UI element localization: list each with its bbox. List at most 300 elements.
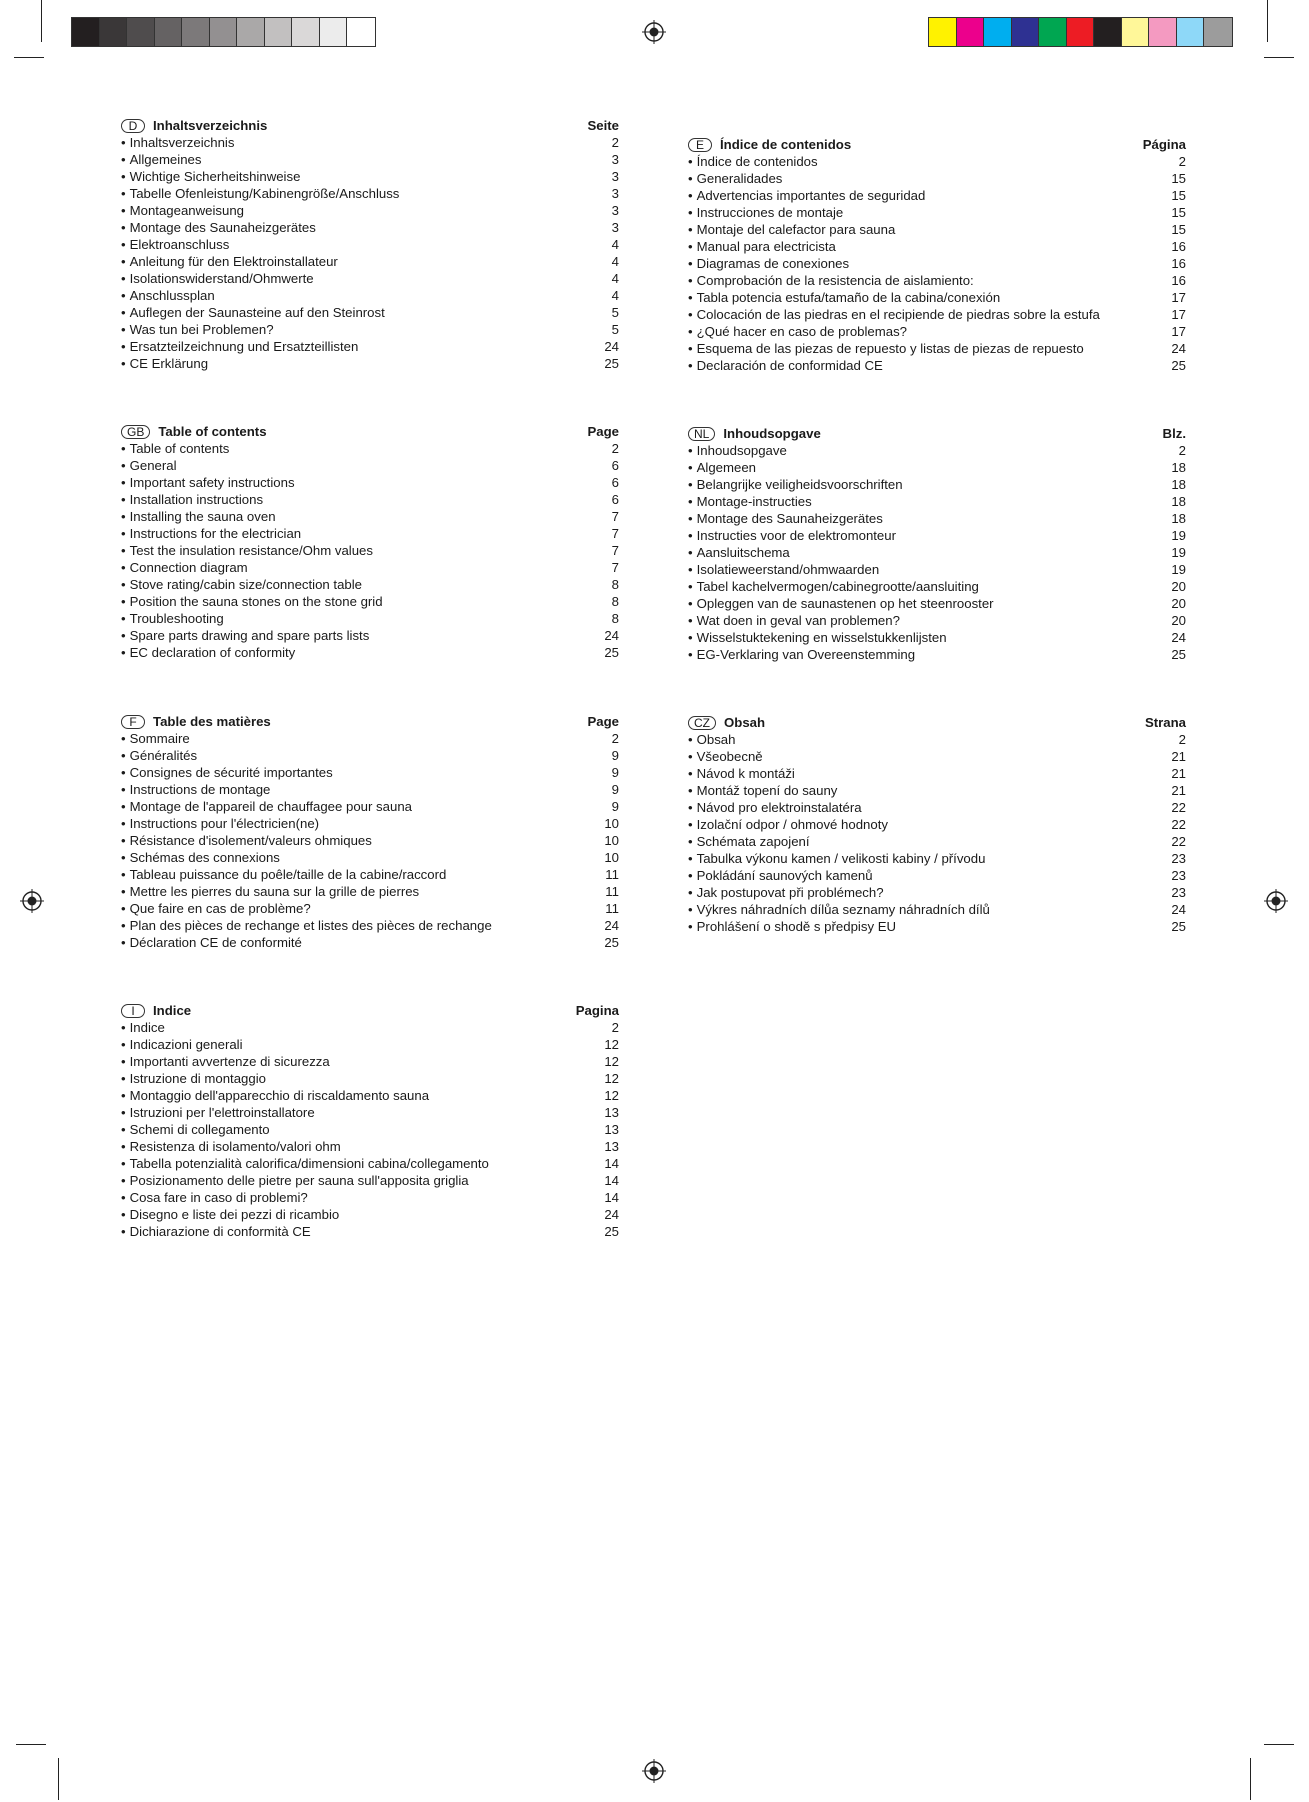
toc-entry (121, 798, 619, 815)
toc-entry-page: 21 (1171, 766, 1186, 781)
toc-entry (121, 627, 619, 644)
toc-entry (121, 1189, 619, 1206)
bullet-icon: • (121, 254, 126, 269)
toc-entry-label: Auflegen der Saunasteine auf den Steinrost (129, 305, 385, 320)
toc-entry-label: Tabel kachelvermogen/cabinegrootte/aansluiting (696, 579, 979, 594)
toc-entry (688, 799, 1186, 816)
page-column-label: Page (587, 714, 619, 729)
toc-entry-page: 9 (611, 748, 619, 763)
crop-mark (14, 57, 44, 58)
toc-entry-label: Generalidades (696, 171, 783, 186)
bullet-icon: • (688, 222, 693, 237)
toc-entry-label: Declaración de conformidad CE (696, 358, 883, 373)
toc-entry (688, 646, 1186, 663)
bullet-icon: • (688, 800, 693, 815)
toc-entry (121, 304, 619, 321)
toc-entry-label: Consignes de sécurité importantes (129, 765, 333, 780)
toc-entry-label: CE Erklärung (129, 356, 209, 371)
toc-entry-label: EC declaration of conformity (129, 645, 296, 660)
bullet-icon: • (121, 305, 126, 320)
toc-entry-page: 4 (611, 271, 619, 286)
toc-entry-page: 21 (1171, 783, 1186, 798)
toc-entry-label: Anleitung für den Elektroinstallateur (129, 254, 338, 269)
toc-entry (121, 321, 619, 338)
toc-title: Table des matières (153, 714, 271, 729)
toc-entry-label: Montageanweisung (129, 203, 244, 218)
color-swatch (1204, 18, 1232, 46)
toc-section-it (121, 1002, 619, 1240)
toc-entry-label: Tabla potencia estufa/tamaño de la cabina/conexión (696, 290, 1001, 305)
toc-entry-page: 21 (1171, 749, 1186, 764)
toc-entry (121, 474, 619, 491)
registration-mark-icon (1264, 889, 1288, 913)
toc-entry (121, 508, 619, 525)
toc-entry (121, 1155, 619, 1172)
toc-entry (121, 917, 619, 934)
toc-entry-page: 20 (1171, 613, 1186, 628)
toc-entry (121, 185, 619, 202)
toc-entry-page: 5 (611, 322, 619, 337)
bullet-icon: • (121, 1207, 126, 1222)
toc-entry-label: Table of contents (129, 441, 230, 456)
toc-entry-label: Déclaration CE de conformité (129, 935, 302, 950)
bullet-icon: • (121, 288, 126, 303)
toc-list (121, 730, 619, 951)
page-column-label: Blz. (1162, 426, 1186, 441)
toc-entry-page: 19 (1171, 562, 1186, 577)
toc-entry (121, 1206, 619, 1223)
toc-entry-page: 16 (1171, 239, 1186, 254)
bullet-icon: • (688, 494, 693, 509)
toc-entry-page: 19 (1171, 528, 1186, 543)
bullet-icon: • (688, 630, 693, 645)
bullet-icon: • (688, 358, 693, 373)
crop-mark (1264, 57, 1294, 58)
toc-entry (121, 338, 619, 355)
toc-entry-label: Montage-instructies (696, 494, 812, 509)
crop-mark (16, 1744, 46, 1745)
toc-entry-page: 2 (611, 1020, 619, 1035)
bullet-icon: • (688, 460, 693, 475)
toc-entry (688, 612, 1186, 629)
toc-entry-page: 25 (604, 935, 619, 950)
toc-entry-page: 10 (604, 850, 619, 865)
toc-entry-label: Inhoudsopgave (696, 443, 787, 458)
toc-entry-label: Wichtige Sicherheitshinweise (129, 169, 301, 184)
toc-entry-page: 12 (604, 1071, 619, 1086)
toc-entry (688, 340, 1186, 357)
language-badge: F (121, 715, 145, 729)
toc-entry-page: 24 (604, 1207, 619, 1222)
toc-entry (121, 849, 619, 866)
bullet-icon: • (121, 322, 126, 337)
bullet-icon: • (688, 324, 693, 339)
toc-entry-label: Importanti avvertenze di sicurezza (129, 1054, 330, 1069)
toc-list (688, 442, 1186, 663)
toc-entry-page: 12 (604, 1054, 619, 1069)
bullet-icon: • (688, 613, 693, 628)
toc-entry-label: Índice de contenidos (696, 154, 818, 169)
toc-entry (121, 576, 619, 593)
toc-entry-label: Comprobación de la resistencia de aislamiento: (696, 273, 974, 288)
toc-entry (121, 236, 619, 253)
toc-entry (688, 595, 1186, 612)
color-swatch (929, 18, 957, 46)
bullet-icon: • (121, 1088, 126, 1103)
bullet-icon: • (688, 511, 693, 526)
toc-entry-page: 25 (1171, 358, 1186, 373)
toc-entry (688, 289, 1186, 306)
color-swatch (265, 18, 293, 46)
bullet-icon: • (121, 935, 126, 950)
toc-entry-page: 16 (1171, 273, 1186, 288)
toc-entry-label: Isolationswiderstand/Ohmwerte (129, 271, 314, 286)
toc-title: Obsah (724, 715, 766, 730)
toc-entry (121, 1223, 619, 1240)
toc-entry (121, 440, 619, 457)
toc-entry (121, 644, 619, 661)
color-swatch (127, 18, 155, 46)
toc-entry-page: 17 (1171, 307, 1186, 322)
toc-entry-label: Que faire en cas de problème? (129, 901, 311, 916)
toc-entry (121, 866, 619, 883)
crop-mark (1250, 1758, 1251, 1800)
toc-entry (688, 918, 1186, 935)
color-swatch (347, 18, 375, 46)
bullet-icon: • (688, 205, 693, 220)
bullet-icon: • (121, 441, 126, 456)
toc-entry-label: Návod pro elektroinstalatéra (696, 800, 862, 815)
toc-entry-label: Pokládání saunových kamenů (696, 868, 873, 883)
toc-entry-page: 14 (604, 1190, 619, 1205)
bullet-icon: • (121, 526, 126, 541)
toc-entry-page: 9 (611, 799, 619, 814)
language-badge: CZ (688, 716, 716, 730)
toc-entry (121, 151, 619, 168)
toc-entry-label: Aansluitschema (696, 545, 790, 560)
toc-entry-page: 25 (604, 1224, 619, 1239)
toc-entry-page: 16 (1171, 256, 1186, 271)
bullet-icon: • (688, 868, 693, 883)
bullet-icon: • (688, 783, 693, 798)
toc-entry-label: Montaje del calefactor para sauna (696, 222, 896, 237)
bullet-icon: • (121, 918, 126, 933)
toc-entry-label: Všeobecně (696, 749, 763, 764)
bullet-icon: • (688, 443, 693, 458)
toc-entry-label: Cosa fare in caso di problemi? (129, 1190, 308, 1205)
toc-list (121, 440, 619, 661)
toc-entry-label: Indicazioni generali (129, 1037, 243, 1052)
toc-entry (121, 1121, 619, 1138)
bullet-icon: • (121, 748, 126, 763)
toc-entry-label: Wat doen in geval van problemen? (696, 613, 900, 628)
bullet-icon: • (121, 560, 126, 575)
toc-entry-label: Ersatzteilzeichnung und Ersatzteillisten (129, 339, 359, 354)
toc-entry-page: 23 (1171, 885, 1186, 900)
toc-entry-page: 13 (604, 1105, 619, 1120)
color-swatch (292, 18, 320, 46)
bullet-icon: • (121, 271, 126, 286)
bullet-icon: • (121, 1139, 126, 1154)
page-column-label: Strana (1144, 715, 1186, 730)
toc-entry (688, 884, 1186, 901)
toc-entry (688, 833, 1186, 850)
toc-entry-page: 6 (611, 458, 619, 473)
bullet-icon: • (121, 339, 126, 354)
toc-entry-label: Connection diagram (129, 560, 248, 575)
toc-entry (121, 934, 619, 951)
toc-entry-label: Dichiarazione di conformità CE (129, 1224, 311, 1239)
toc-title: Índice de contenidos (720, 137, 852, 152)
bullet-icon: • (121, 782, 126, 797)
toc-entry-label: Prohlášení o shodě s předpisy EU (696, 919, 897, 934)
toc-entry-page: 24 (604, 918, 619, 933)
toc-entry-page: 9 (611, 765, 619, 780)
color-swatch (984, 18, 1012, 46)
toc-entry (121, 1104, 619, 1121)
toc-entry-label: Instructies voor de elektromonteur (696, 528, 896, 543)
toc-entry-page: 24 (604, 628, 619, 643)
toc-entry-page: 8 (611, 594, 619, 609)
toc-entry-page: 2 (1178, 154, 1186, 169)
toc-entry-page: 11 (605, 901, 619, 916)
toc-title: Inhaltsverzeichnis (153, 118, 268, 133)
toc-entry-page: 10 (604, 816, 619, 831)
toc-entry (688, 901, 1186, 918)
toc-entry-page: 25 (1171, 647, 1186, 662)
bullet-icon: • (688, 477, 693, 492)
color-swatch (1094, 18, 1122, 46)
toc-entry-page: 14 (604, 1173, 619, 1188)
toc-title: Indice (153, 1003, 192, 1018)
grayscale-calibration-bar (71, 17, 376, 47)
registration-mark-icon (642, 20, 666, 44)
toc-entry (121, 900, 619, 917)
toc-list (121, 134, 619, 372)
bullet-icon: • (688, 188, 693, 203)
toc-entry (121, 747, 619, 764)
toc-entry (121, 832, 619, 849)
toc-entry-label: Colocación de las piedras en el recipiende de piedras sobre la estufa (696, 307, 1100, 322)
toc-entry (688, 850, 1186, 867)
crop-mark (58, 1758, 59, 1800)
toc-entry-label: Was tun bei Problemen? (129, 322, 274, 337)
bullet-icon: • (121, 509, 126, 524)
toc-entry-page: 22 (1171, 800, 1186, 815)
toc-entry (688, 493, 1186, 510)
toc-entry-page: 24 (604, 339, 619, 354)
bullet-icon: • (121, 577, 126, 592)
toc-entry (121, 1036, 619, 1053)
toc-entry-label: Montage des Saunaheizgerätes (129, 220, 316, 235)
toc-header (688, 714, 1186, 731)
toc-entry (688, 629, 1186, 646)
bullet-icon: • (121, 901, 126, 916)
toc-header (121, 1002, 619, 1019)
toc-entry (688, 782, 1186, 799)
bullet-icon: • (688, 256, 693, 271)
toc-entry-label: Mettre les pierres du sauna sur la grille de pierres (129, 884, 420, 899)
toc-entry-page: 17 (1171, 290, 1186, 305)
toc-entry-page: 4 (611, 237, 619, 252)
toc-entry-page: 14 (604, 1156, 619, 1171)
toc-entry (121, 764, 619, 781)
toc-entry-label: Résistance d'isolement/valeurs ohmiques (129, 833, 372, 848)
bullet-icon: • (121, 594, 126, 609)
toc-entry-page: 13 (604, 1122, 619, 1137)
bullet-icon: • (121, 152, 126, 167)
toc-entry-label: Tableau puissance du poêle/taille de la cabine/raccord (129, 867, 447, 882)
bullet-icon: • (121, 628, 126, 643)
toc-entry-page: 7 (611, 509, 619, 524)
toc-entry-label: Schemi di collegamento (129, 1122, 270, 1137)
bullet-icon: • (688, 239, 693, 254)
color-swatch (1149, 18, 1177, 46)
toc-entry-page: 3 (611, 152, 619, 167)
toc-entry-label: Posizionamento delle pietre per sauna sull'apposita griglia (129, 1173, 469, 1188)
language-badge: NL (688, 427, 715, 441)
toc-entry-label: Inhaltsverzeichnis (129, 135, 235, 150)
toc-entry-page: 17 (1171, 324, 1186, 339)
toc-entry-label: Resistenza di isolamento/valori ohm (129, 1139, 341, 1154)
bullet-icon: • (121, 1071, 126, 1086)
crop-mark (41, 0, 42, 42)
toc-entry-page: 11 (605, 867, 619, 882)
toc-entry (688, 544, 1186, 561)
toc-entry (688, 867, 1186, 884)
toc-entry-label: Belangrijke veiligheidsvoorschriften (696, 477, 903, 492)
toc-entry-label: Indice (129, 1020, 165, 1035)
toc-entry-page: 12 (604, 1037, 619, 1052)
toc-entry (121, 883, 619, 900)
color-swatch (237, 18, 265, 46)
toc-entry (688, 238, 1186, 255)
bullet-icon: • (688, 647, 693, 662)
color-swatch (100, 18, 128, 46)
toc-entry-label: Esquema de las piezas de repuesto y listas de piezas de repuesto (696, 341, 1084, 356)
toc-entry-label: Disegno e liste dei pezzi di ricambio (129, 1207, 340, 1222)
toc-entry (688, 306, 1186, 323)
toc-entry-page: 24 (1171, 341, 1186, 356)
toc-entry (688, 323, 1186, 340)
toc-entry (688, 153, 1186, 170)
toc-section-gb (121, 423, 619, 661)
toc-entry-label: Installing the sauna oven (129, 509, 276, 524)
color-swatch (182, 18, 210, 46)
toc-entry-label: Obsah (696, 732, 736, 747)
toc-section-fr (121, 713, 619, 951)
toc-entry-label: Opleggen van de saunastenen op het steenrooster (696, 596, 994, 611)
bullet-icon: • (688, 528, 693, 543)
toc-entry (121, 1138, 619, 1155)
toc-entry (121, 730, 619, 747)
bullet-icon: • (121, 458, 126, 473)
toc-entry-label: Position the sauna stones on the stone grid (129, 594, 383, 609)
bullet-icon: • (688, 919, 693, 934)
toc-entry (688, 221, 1186, 238)
toc-entry-label: Tabulka výkonu kamen / velikosti kabiny / přívodu (696, 851, 986, 866)
toc-entry-label: Instrucciones de montaje (696, 205, 844, 220)
toc-entry-page: 2 (611, 441, 619, 456)
toc-entry-label: Advertencias importantes de seguridad (696, 188, 926, 203)
toc-entry-page: 13 (604, 1139, 619, 1154)
toc-entry-label: ¿Qué hacer en caso de problemas? (696, 324, 908, 339)
toc-entry-label: Troubleshooting (129, 611, 224, 626)
toc-entry-label: Schémata zapojení (696, 834, 810, 849)
toc-entry-label: Plan des pièces de rechange et listes des pièces de rechange (129, 918, 492, 933)
toc-entry-page: 3 (611, 203, 619, 218)
crop-mark (1264, 1744, 1294, 1745)
bullet-icon: • (688, 562, 693, 577)
toc-section-cz (688, 714, 1186, 935)
bullet-icon: • (121, 611, 126, 626)
toc-header (121, 117, 619, 134)
bullet-icon: • (121, 356, 126, 371)
toc-entry-label: Izolační odpor / ohmové hodnoty (696, 817, 888, 832)
toc-entry-page: 2 (611, 731, 619, 746)
toc-entry (688, 765, 1186, 782)
toc-entry-page: 2 (611, 135, 619, 150)
toc-entry-page: 20 (1171, 596, 1186, 611)
color-swatch (1012, 18, 1040, 46)
toc-entry-page: 4 (611, 288, 619, 303)
toc-entry-page: 6 (611, 475, 619, 490)
toc-entry-label: Anschlussplan (129, 288, 215, 303)
toc-entry-label: Istruzioni per l'elettroinstallatore (129, 1105, 315, 1120)
color-swatch (1039, 18, 1067, 46)
toc-entry-label: Wisselstuktekening en wisselstukkenlijsten (696, 630, 947, 645)
toc-entry-page: 2 (1178, 443, 1186, 458)
toc-entry-page: 25 (1171, 919, 1186, 934)
toc-entry-page: 25 (604, 645, 619, 660)
toc-entry (121, 525, 619, 542)
toc-entry-label: Elektroanschluss (129, 237, 230, 252)
toc-entry (688, 816, 1186, 833)
toc-entry-label: Algemeen (696, 460, 757, 475)
toc-entry (121, 1070, 619, 1087)
toc-entry (121, 542, 619, 559)
toc-list (121, 1019, 619, 1240)
toc-entry (121, 559, 619, 576)
bullet-icon: • (688, 171, 693, 186)
bullet-icon: • (688, 902, 693, 917)
toc-entry (688, 731, 1186, 748)
bullet-icon: • (688, 817, 693, 832)
bullet-icon: • (121, 1037, 126, 1052)
toc-entry (688, 255, 1186, 272)
toc-entry-page: 6 (611, 492, 619, 507)
page-column-label: Pagina (575, 1003, 619, 1018)
bullet-icon: • (121, 799, 126, 814)
toc-entry (688, 442, 1186, 459)
bullet-icon: • (121, 645, 126, 660)
toc-entry (688, 272, 1186, 289)
toc-entry-label: Sommaire (129, 731, 190, 746)
toc-entry-page: 12 (604, 1088, 619, 1103)
color-swatch (1177, 18, 1205, 46)
toc-entry-page: 8 (611, 577, 619, 592)
toc-list (688, 153, 1186, 374)
color-swatch (210, 18, 238, 46)
toc-header (121, 423, 619, 440)
toc-entry-label: Montáž topení do sauny (696, 783, 838, 798)
bullet-icon: • (121, 203, 126, 218)
toc-entry (121, 1172, 619, 1189)
toc-entry-label: Schémas des connexions (129, 850, 280, 865)
bullet-icon: • (121, 1122, 126, 1137)
toc-entry-page: 3 (611, 186, 619, 201)
bullet-icon: • (688, 307, 693, 322)
